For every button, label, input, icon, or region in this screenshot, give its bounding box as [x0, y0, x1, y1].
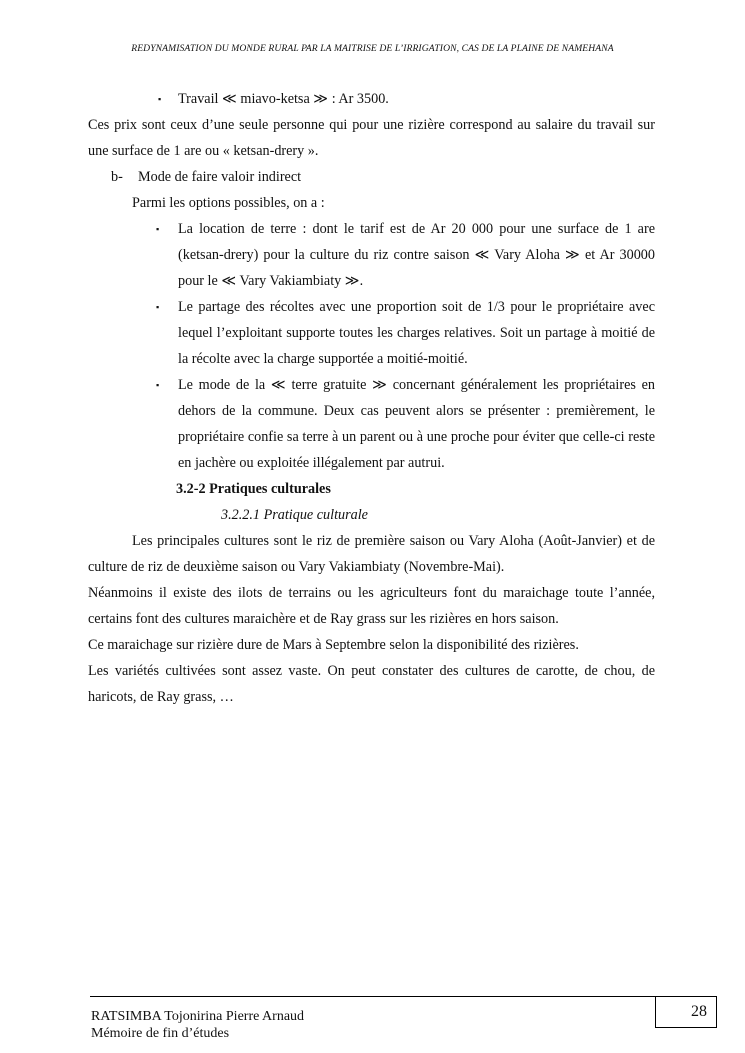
bullet-location-text: La location de terre : dont le tarif est de Ar 20 000 pour une surface de 1 are (ketsan-drery) pour la culture du riz contre saison ≪ Vary Aloha ≫ et Ar 30000 pour le ≪ Vary Vakiambiaty ≫. [178, 221, 655, 289]
page-body [88, 86, 655, 710]
bullet-partage [88, 294, 655, 372]
bullet-location [88, 216, 655, 294]
running-header: REDYNAMISATION DU MONDE RURAL PAR LA MAITRISE DE L’IRRIGATION, CAS DE LA PLAINE DE NAMEHANA [131, 43, 614, 54]
page-number: 28 [691, 1003, 707, 1020]
section-b-marker: b- [111, 169, 123, 185]
neanmoins-paragraph: Néanmoins il existe des ilots de terrains ou les agriculteurs font du maraichage toute l’année, certains font des cultures maraichère et de Ray grass sur les rizières en hors saison. [88, 585, 655, 627]
subsection-heading: 3.2.2.1 Pratique culturale [221, 507, 368, 523]
bullet-square-icon: ▪ [158, 94, 162, 104]
bullet-travail-text: Travail ≪ miavo-ketsa ≫ : Ar 3500. [178, 91, 389, 107]
footer-author-block [91, 1008, 304, 1042]
options-intro: Parmi les options possibles, on a : [132, 195, 325, 211]
footer-author: RATSIMBA Tojonirina Pierre Arnaud [91, 1009, 305, 1024]
bullet-terre-gratuite-text: Le mode de la ≪ terre gratuite ≫ concernant généralement les propriétaires en dehors de la commune. Deux cas peuvent alors se présenter : premièrement, le propriétaire confie sa terre à un parent ou à une proche pour éviter que celle-ci reste en jachère ou exploitée illégalement par autrui. [178, 377, 655, 471]
bullet-square-icon: ▪ [156, 380, 160, 390]
section-heading: 3.2-2 Pratiques culturales [176, 481, 331, 497]
section-b-title: Mode de faire valoir indirect [138, 169, 302, 185]
prix-paragraph: Ces prix sont ceux d’une seule personne qui pour une rizière correspond au salaire du travail sur une surface de 1 are ou « ketsan-drery ». [88, 117, 655, 159]
principales-paragraph: Les principales cultures sont le riz de première saison ou Vary Aloha (Août-Janvier) et de culture de riz de deuxième saison ou Vary Vakiambiaty (Novembre-Mai). [88, 533, 655, 575]
varietes-paragraph: Les variétés cultivées sont assez vaste. On peut constater des cultures de carotte, de chou, de haricots, de Ray grass, … [88, 663, 655, 705]
bullet-square-icon: ▪ [156, 302, 160, 312]
bullet-partage-text: Le partage des récoltes avec une proportion soit de 1/3 pour le propriétaire avec lequel l’exploitant supporte toutes les charges relatives. Soit un partage à moitié de la récolte avec la charge supportée a moitié-moitié. [178, 299, 655, 367]
section-b-heading [88, 164, 655, 190]
bullet-travail [88, 86, 655, 112]
page-number-box [655, 996, 717, 1028]
bullet-terre-gratuite [88, 372, 655, 476]
maraichage-paragraph: Ce maraichage sur rizière dure de Mars à Septembre selon la disponibilité des rizières. [88, 637, 579, 653]
bullet-square-icon: ▪ [156, 224, 160, 234]
footer-divider [90, 996, 656, 997]
footer-subtitle: Mémoire de fin d’études [91, 1026, 230, 1041]
